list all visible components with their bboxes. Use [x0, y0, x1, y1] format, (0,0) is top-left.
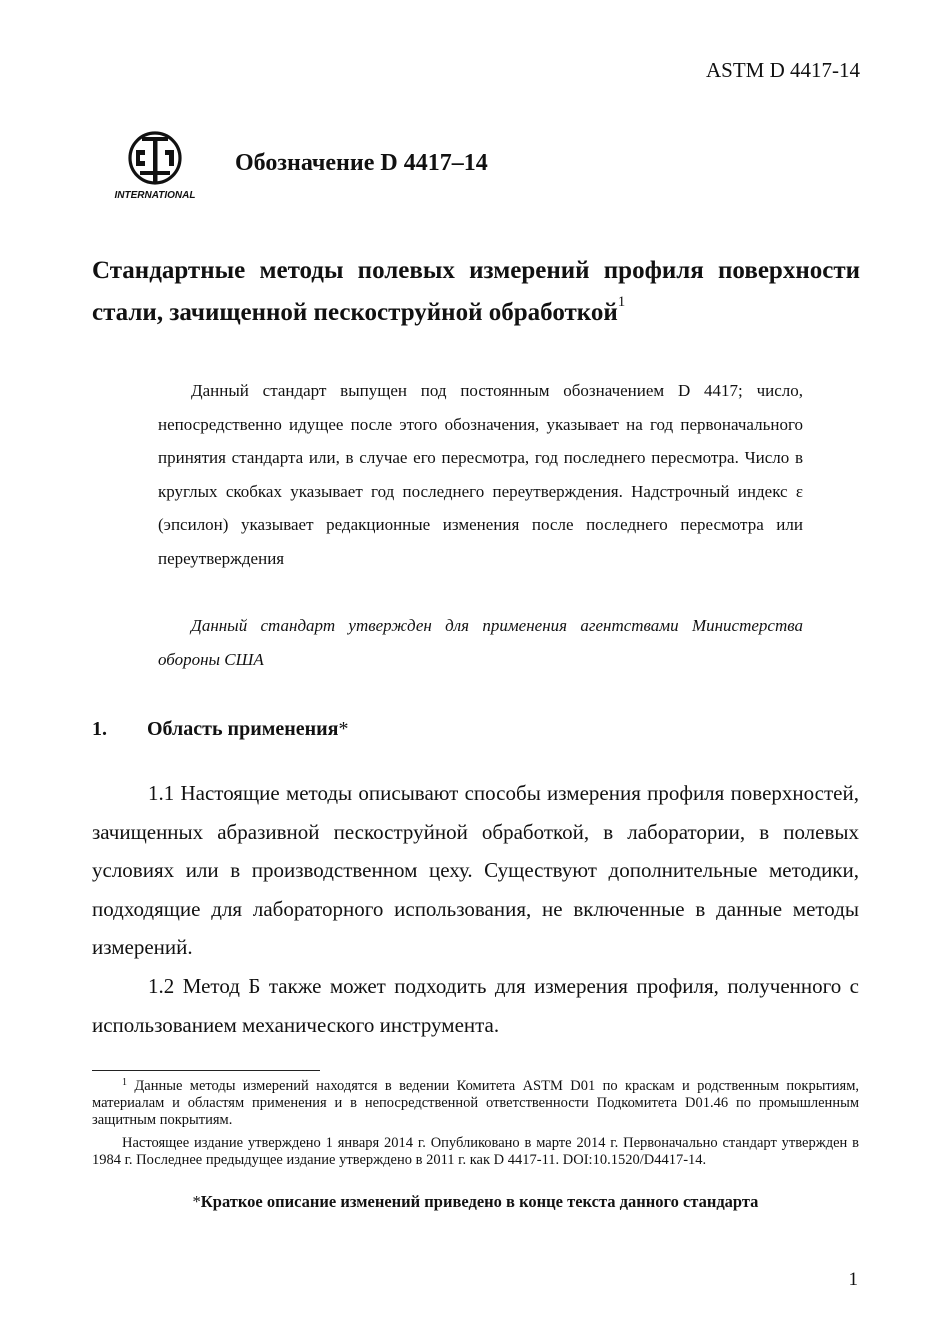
designation-notice: Данный стандарт выпущен под постоянным обозначением D 4417; число, непосредственно идущее после этого обозначения, указывает на год первоначального принятия стандарта или, в случае его пересмотра, год последнего пересмотра. Число в круглых скобках указывает год последнего переутверждения. Надстрочный индекс ε (эпсилон) указывает редакционные изменения после последнего пересмотра или переутверждения: [158, 381, 803, 568]
paragraph-1-1: 1.1 Настоящие методы описывают способы измерения профиля поверхностей, зачищенных абразивной пескоструйной обработкой, в лаборатории, в полевых условиях или в производственном цеху. Существуют дополнительные методики, подходящие для лабораторного использования, не включенные в данные методы измерений.: [92, 781, 859, 959]
footnote-1-marker: 1: [122, 1077, 127, 1088]
footnote-2: Настоящее издание утверждено 1 января 2014 г. Опубликовано в марте 2014 г. Первоначально стандарт утвержден в 1984 г. Последнее предыдущее издание утверждено в 2011 г. как D 4417-11. DOI:10.1520/D4417-14.: [92, 1135, 859, 1168]
title-text: Стандартные методы полевых измерений профиля поверхности стали, зачищенной пескоструйной обработкой: [92, 257, 860, 326]
designation-title: Обозначение D 4417–14: [235, 150, 488, 176]
footnote-1: [92, 1078, 859, 1129]
footnote-divider: [92, 1070, 320, 1071]
svg-text:INTERNATIONAL: INTERNATIONAL: [114, 190, 196, 201]
section-number: 1.: [92, 718, 107, 740]
page-number: 1: [848, 1269, 858, 1290]
document-code: ASTM D 4417-14: [705, 58, 860, 82]
footnote-1-text: Данные методы измерений находятся в ведении Комитета ASTM D01 по краскам и родственным покрытиям, материалам и областям применения и в непосредственной ответственности Подкомитета D01.46 по промышленным защитным покрытиям.: [92, 1078, 860, 1128]
document-title: [92, 250, 860, 334]
section-heading: [92, 718, 349, 741]
title-footnote-ref: 1: [617, 294, 626, 310]
paragraph-1-2: 1.2 Метод Б также может подходить для измерения профиля, полученного с использованием механического инструмента.: [92, 974, 859, 1037]
summary-note: [92, 1192, 859, 1212]
section-title: Область применения: [147, 718, 339, 740]
summary-marker: *: [192, 1192, 201, 1211]
dod-approval-notice: Данный стандарт утвержден для применения агентствами Министерства обороны США: [158, 616, 803, 669]
astm-logo: [112, 128, 198, 202]
summary-text: Краткое описание изменений приведено в конце текста данного стандарта: [200, 1192, 759, 1211]
section-marker: *: [338, 718, 349, 740]
